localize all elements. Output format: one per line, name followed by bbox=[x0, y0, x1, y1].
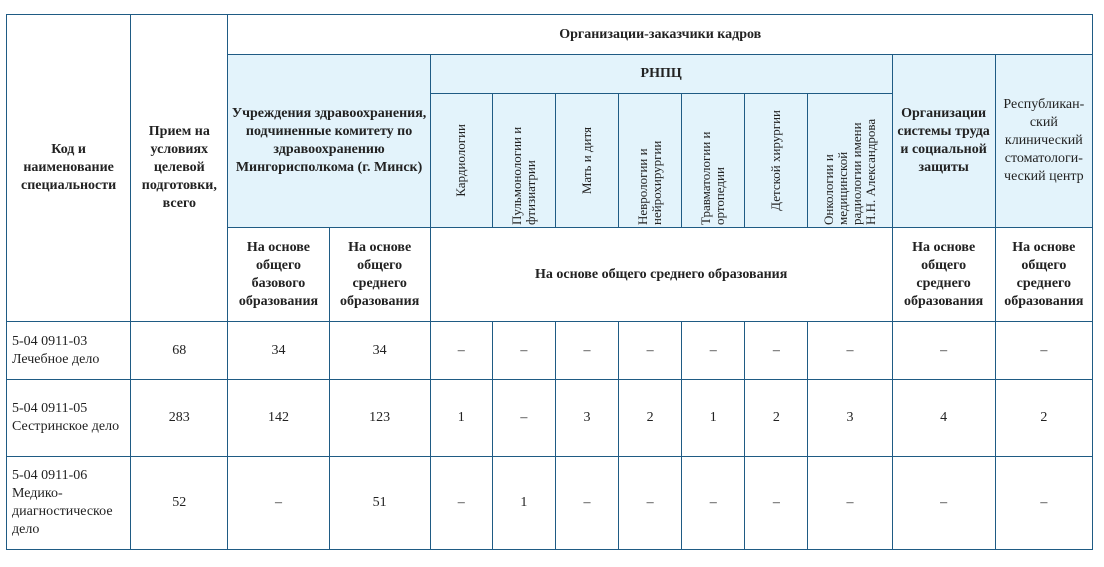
specialty-code: 5-04 0911-05 bbox=[12, 401, 88, 416]
rnpc-cell: 1 bbox=[430, 380, 492, 457]
header-total: Прием на условиях целевой подготовки, всего bbox=[131, 15, 228, 322]
basis-dental: На основе общего среднего образования bbox=[995, 228, 1092, 322]
header-rnpc: РНПЦ bbox=[430, 55, 892, 94]
specialty-code: 5-04 0911-03 bbox=[12, 333, 88, 349]
rnpc-cell: 1 bbox=[682, 380, 745, 457]
rnpc-cell: – bbox=[492, 322, 555, 380]
total-cell: 68 bbox=[131, 322, 228, 380]
rnpc-cell: – bbox=[555, 322, 618, 380]
rnpc-cell: – bbox=[682, 457, 745, 550]
specialty-name: Медико-диагностическое дело bbox=[12, 486, 113, 537]
specialty-cell bbox=[7, 322, 131, 380]
social-cell: – bbox=[892, 457, 995, 550]
specialty-cell bbox=[7, 380, 131, 457]
dental-cell: 2 bbox=[995, 380, 1092, 457]
rnpc-cell: – bbox=[619, 322, 682, 380]
gov-basic-cell: – bbox=[228, 457, 329, 550]
specialty-cell bbox=[7, 457, 131, 550]
rnpc-cell: – bbox=[745, 322, 808, 380]
gov-basic-cell: 34 bbox=[228, 322, 329, 380]
social-cell: – bbox=[892, 322, 995, 380]
rnpc-cell: – bbox=[430, 322, 492, 380]
gov-secondary-cell: 123 bbox=[329, 380, 430, 457]
rnpc-cell: 2 bbox=[619, 380, 682, 457]
rnpc-cell: – bbox=[492, 380, 555, 457]
rnpc-cell: 3 bbox=[555, 380, 618, 457]
table-row bbox=[7, 380, 1093, 457]
rnpc-cell: – bbox=[745, 457, 808, 550]
specialty-code: 5-04 0911-06 bbox=[12, 468, 88, 483]
gov-secondary-cell: 34 bbox=[329, 322, 430, 380]
rnpc-col-neurology: Неврологии и нейрохирургии bbox=[619, 94, 682, 228]
header-dental: Республикан-ский клинический стоматологи-ческий центр bbox=[995, 55, 1092, 228]
header-social: Организации системы труда и социальной защиты bbox=[892, 55, 995, 228]
rnpc-cell: – bbox=[555, 457, 618, 550]
rnpc-col-mother-child: Мать и дитя bbox=[555, 94, 618, 228]
header-gov: Учреждения здравоохранения, подчиненные комитету по здравоохранению Мингорисполкома (г. Минск) bbox=[228, 55, 430, 228]
dental-cell: – bbox=[995, 457, 1092, 550]
rnpc-cell: – bbox=[808, 457, 892, 550]
total-cell: 283 bbox=[131, 380, 228, 457]
rnpc-col-traumatology: Травматологии и ортопедии bbox=[682, 94, 745, 228]
basis-secondary: На основе общего среднего образования bbox=[329, 228, 430, 322]
table-row bbox=[7, 322, 1093, 380]
rnpc-col-cardiology: Кардиологии bbox=[430, 94, 492, 228]
specialty-name: Сестринское дело bbox=[12, 419, 120, 434]
basis-basic: На основе общего базового образования bbox=[228, 228, 329, 322]
table-row bbox=[7, 457, 1093, 550]
header-code: Код и наименование специальности bbox=[7, 15, 131, 322]
rnpc-cell: – bbox=[619, 457, 682, 550]
rnpc-cell: – bbox=[430, 457, 492, 550]
basis-social: На основе общего среднего образования bbox=[892, 228, 995, 322]
rnpc-col-oncology: Онкологии и медицинской радиологии имени Н.Н. Александрова bbox=[808, 94, 892, 228]
total-cell: 52 bbox=[131, 457, 228, 550]
rnpc-col-pediatric-surgery: Детской хирургии bbox=[745, 94, 808, 228]
rnpc-col-pulmonology: Пульмонологии и фтизиатрии bbox=[492, 94, 555, 228]
admission-table bbox=[6, 14, 1093, 550]
gov-basic-cell: 142 bbox=[228, 380, 329, 457]
rnpc-cell: 3 bbox=[808, 380, 892, 457]
specialty-name: Лечебное дело bbox=[12, 351, 100, 367]
rnpc-cell: 1 bbox=[492, 457, 555, 550]
gov-secondary-cell: 51 bbox=[329, 457, 430, 550]
social-cell: 4 bbox=[892, 380, 995, 457]
rnpc-cell: – bbox=[682, 322, 745, 380]
rnpc-cell: 2 bbox=[745, 380, 808, 457]
header-orgs: Организации-заказчики кадров bbox=[228, 15, 1093, 55]
basis-secondary-wide: На основе общего среднего образования bbox=[430, 228, 892, 322]
rnpc-cell: – bbox=[808, 322, 892, 380]
dental-cell: – bbox=[995, 322, 1092, 380]
